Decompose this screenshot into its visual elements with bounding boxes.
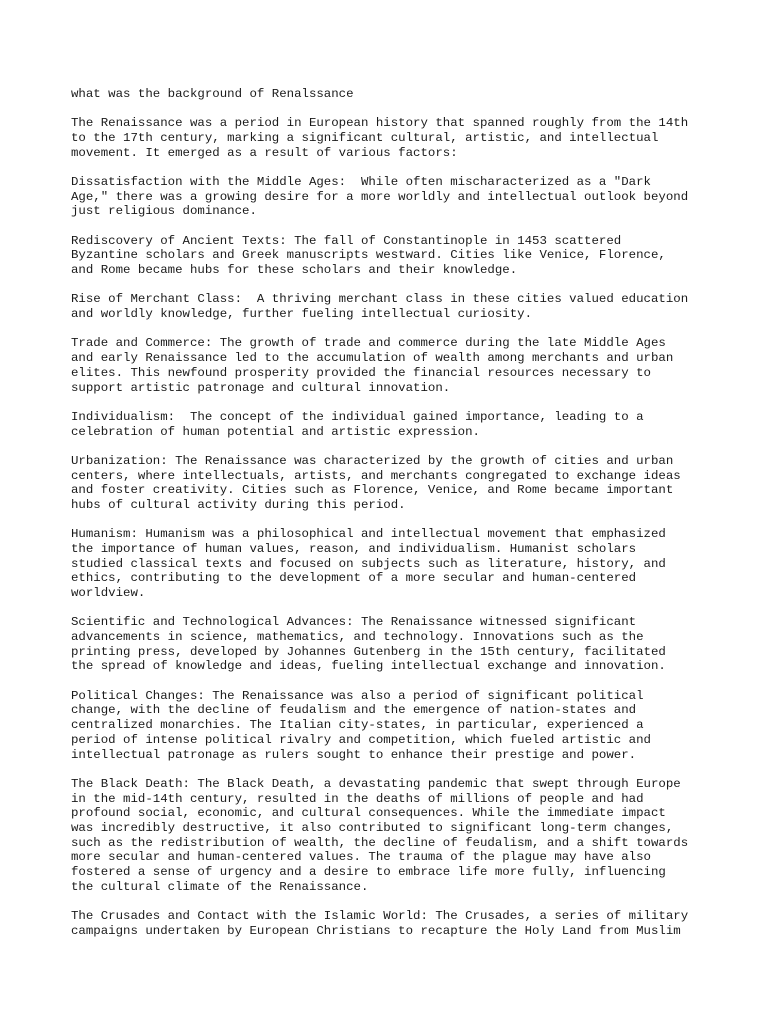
paragraph-trade-commerce: Trade and Commerce: The growth of trade and commerce during the late Middle Ages and early Renaissance led to the accumulation of wealth among merchants and urban elites. This newfound prosperity provided the financial resources necessary to support artistic patronage and cultural innovation. [71, 336, 674, 395]
document-page [71, 87, 721, 953]
paragraph-merchant-class: Rise of Merchant Class: A thriving merchant class in these cities valued education and worldly knowledge, further fueling intellectual curiosity. [71, 292, 689, 322]
paragraph-intro: The Renaissance was a period in European history that spanned roughly from the 14th to the 17th century, marking a significant cultural, artistic, and intellectual movement. It emerged as a result of various factors: [71, 116, 689, 160]
paragraph-humanism: Humanism: Humanism was a philosophical and intellectual movement that emphasized the importance of human values, reason, and individualism. Humanist scholars studied classical texts and focused on subjects such as literature, history, and ethics, contributing to the development of a more secular and human-centered worldview. [71, 527, 666, 601]
paragraph-urbanization: Urbanization: The Renaissance was characterized by the growth of cities and urban centers, where intellectuals, artists, and merchants congregated to exchange ideas and foster creativity. Cities such as Florence, Venice, and Rome became important hubs of cultural activity during this period. [71, 453, 681, 512]
paragraph-individualism: Individualism: The concept of the individual gained importance, leading to a celebration of human potential and artistic expression. [71, 409, 644, 439]
paragraph-crusades: The Crusades and Contact with the Islamic World: The Crusades, a series of military campaigns undertaken by European Christians to recapture the Holy Land from Muslim [71, 909, 689, 938]
paragraph-black-death: The Black Death: The Black Death, a devastating pandemic that swept through Europe in the mid-14th century, resulted in the deaths of millions of people and had profound social, economic, and cultural consequences. While the immediate impact was incredibly destructive, it also contributed to significant long-term changes, such as the redistribution of wealth, the decline of feudalism, and a shift towards more secular and human-centered values. The trauma of the plague may have also fostered a sense of urgency and a desire to embrace life more fully, influencing the cultural climate of the Renaissance. [71, 776, 689, 894]
paragraph-political-changes: Political Changes: The Renaissance was also a period of significant political change, with the decline of feudalism and the emergence of nation-states and centralized monarchies. The Italian city-states, in particular, experienced a period of intense political rivalry and competition, which fueled artistic and intellectual patronage as rulers sought to enhance their prestige and power. [71, 688, 651, 762]
paragraph-scientific-advances: Scientific and Technological Advances: The Renaissance witnessed significant advancements in science, mathematics, and technology. Innovations such as the printing press, developed by Johannes Gutenberg in the 15th century, facilitated the spread of knowledge and ideas, fueling intellectual exchange and innovation. [71, 615, 666, 674]
question-heading: what was the background of Renalssance [71, 87, 354, 101]
paragraph-ancient-texts: Rediscovery of Ancient Texts: The fall of Constantinople in 1453 scattered Byzantine scholars and Greek manuscripts westward. Cities like Venice, Florence, and Rome became hubs for these scholars and their knowledge. [71, 233, 666, 278]
paragraph-middle-ages: Dissatisfaction with the Middle Ages: While often mischaracterized as a "Dark Age," there was a growing desire for a more worldly and intellectual outlook beyond just religious dominance. [71, 175, 689, 219]
